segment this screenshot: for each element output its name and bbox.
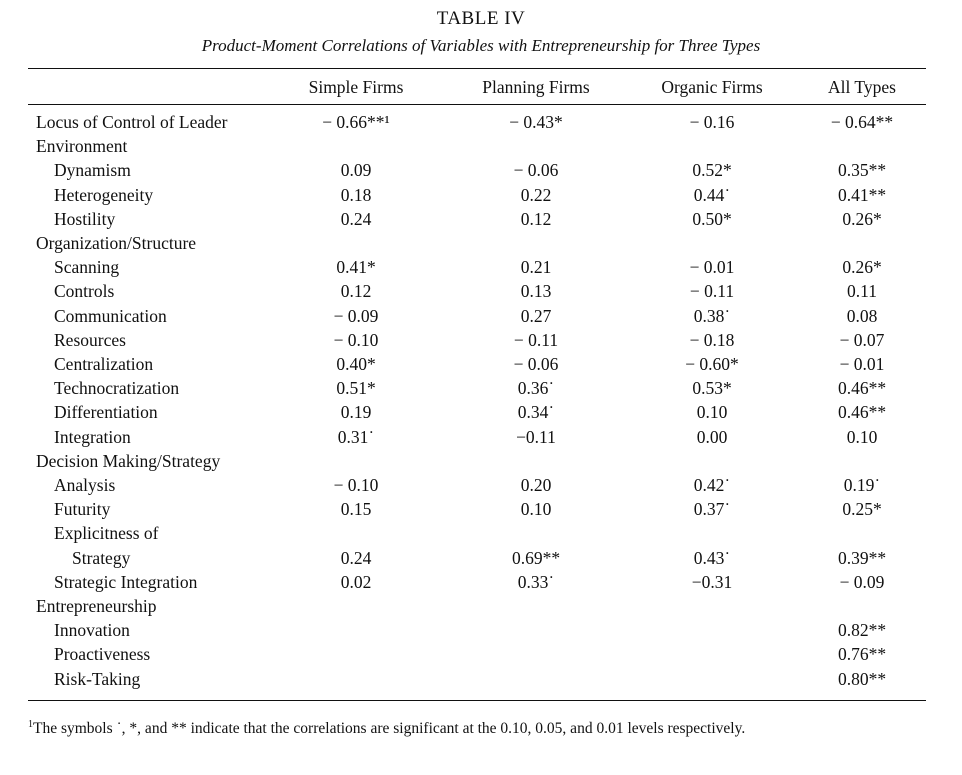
table-row: [0, 548, 962, 572]
table-subtitle: Product-Moment Correlations of Variables with Entrepreneurship for Three Types: [201, 36, 761, 55]
correlation-cell: − 0.64**: [830, 112, 894, 132]
correlation-cell: −0.11: [516, 426, 556, 447]
correlation-cell: − 0.16: [689, 112, 735, 132]
table-footnote: [28, 714, 926, 740]
table-row: [0, 330, 962, 354]
table-row: [0, 669, 962, 693]
row-label: Innovation: [54, 620, 130, 641]
correlation-cell: 0.31˙: [337, 426, 375, 447]
correlation-cell: 0.50*: [692, 208, 732, 229]
correlation-cell: − 0.06: [513, 354, 559, 374]
table-row: [0, 209, 962, 233]
correlation-cell: 0.36˙: [517, 378, 555, 399]
correlation-cell: 0.41*: [336, 257, 376, 278]
correlation-cell: 0.13: [520, 281, 552, 302]
correlation-cell: − 0.10: [333, 475, 379, 495]
correlation-cell: − 0.18: [689, 329, 735, 350]
table-row: [0, 112, 962, 136]
correlation-cell: 0.39**: [837, 547, 887, 568]
correlation-cell: 0.12: [520, 208, 552, 229]
bottom-rule: [28, 700, 926, 701]
correlation-cell: 0.20: [520, 475, 552, 495]
correlation-cell: 0.46**: [837, 402, 887, 423]
row-label: Centralization: [54, 354, 154, 374]
table-row: [0, 596, 962, 620]
correlation-cell: 0.43˙: [693, 547, 731, 568]
correlation-cell: −0.31: [691, 571, 733, 592]
row-label: Proactiveness: [54, 644, 151, 665]
row-label: Analysis: [54, 475, 116, 495]
correlation-cell: 0.52*: [692, 160, 732, 181]
correlation-cell: 0.27: [520, 305, 552, 326]
correlation-cell: 0.46**: [837, 378, 887, 399]
row-label: Risk-Taking: [54, 668, 141, 689]
table-row: [0, 257, 962, 281]
row-label: Dynamism: [54, 160, 131, 181]
correlation-cell: 0.51*: [336, 378, 376, 399]
correlation-cell: 0.40*: [336, 354, 376, 374]
correlation-cell: 0.82**: [837, 620, 887, 641]
correlation-cell: − 0.66**¹: [322, 112, 390, 132]
correlation-cell: 0.12: [340, 281, 372, 302]
correlation-cell: 0.44˙: [693, 184, 731, 205]
table-row: [0, 136, 962, 160]
correlation-cell: 0.18: [340, 184, 372, 205]
correlation-cell: 0.21: [520, 257, 552, 278]
row-label: Decision Making/Strategy: [36, 450, 221, 471]
correlation-cell: − 0.01: [689, 257, 735, 278]
correlation-cell: 0.41**: [837, 184, 887, 205]
correlation-cell: 0.33˙: [517, 571, 555, 592]
correlation-cell: 0.00: [696, 426, 728, 447]
table-row: [0, 402, 962, 426]
correlation-cell: 0.35**: [837, 160, 887, 181]
row-label: Differentiation: [54, 402, 158, 423]
correlation-cell: − 0.09: [839, 571, 885, 592]
table-row: [0, 620, 962, 644]
table-row: [0, 451, 962, 475]
table-row: [0, 378, 962, 402]
correlation-cell: 0.37˙: [693, 499, 731, 520]
correlation-cell: 0.80**: [837, 668, 887, 689]
row-label: Environment: [36, 136, 128, 157]
correlation-cell: 0.53*: [692, 378, 732, 399]
correlation-cell: 0.26*: [842, 208, 882, 229]
table-row: [0, 185, 962, 209]
correlation-cell: 0.76**: [837, 644, 887, 665]
correlation-cell: − 0.01: [839, 354, 885, 374]
correlation-cell: 0.02: [340, 571, 372, 592]
table-row: [0, 354, 962, 378]
column-header-all-types: All Types: [828, 77, 896, 97]
table-row: [0, 644, 962, 668]
correlation-cell: 0.24: [340, 208, 372, 229]
table-row: [0, 160, 962, 184]
row-label: Explicitness of: [54, 523, 159, 544]
top-rule: [28, 68, 926, 69]
row-label: Entrepreneurship: [36, 596, 157, 616]
table-row: [0, 572, 962, 596]
row-label: Communication: [54, 305, 167, 326]
correlation-cell: − 0.11: [513, 329, 559, 350]
row-label: Resources: [54, 329, 126, 350]
table-row: [0, 499, 962, 523]
correlation-cell: − 0.09: [333, 305, 379, 326]
row-label: Technocratization: [54, 378, 180, 399]
correlation-cell: 0.22: [520, 184, 552, 205]
correlation-cell: 0.10: [846, 426, 878, 447]
correlation-cell: − 0.06: [513, 160, 559, 181]
correlation-cell: − 0.43*: [509, 112, 563, 132]
correlation-cell: 0.24: [340, 547, 372, 568]
correlation-cell: 0.11: [847, 281, 877, 302]
row-label: Futurity: [54, 499, 111, 520]
row-label: Strategy: [72, 547, 131, 568]
row-label: Heterogeneity: [54, 184, 154, 205]
correlation-cell: 0.15: [340, 499, 372, 520]
row-label: Integration: [54, 426, 131, 447]
row-label: Scanning: [54, 257, 120, 278]
table-title: TABLE IV: [436, 8, 526, 29]
header-rule: [28, 104, 926, 105]
correlation-cell: 0.42˙: [693, 475, 731, 495]
correlation-cell: 0.10: [696, 402, 728, 423]
footnote-marker: 1: [28, 719, 33, 730]
correlation-cell: 0.38˙: [693, 305, 731, 326]
row-label: Controls: [54, 281, 115, 302]
correlation-cell: 0.08: [846, 305, 878, 326]
column-header-simple-firms: Simple Firms: [308, 77, 404, 97]
table-row: [0, 523, 962, 547]
table-row: [0, 475, 962, 499]
correlation-cell: 0.26*: [842, 257, 882, 278]
table-row: [0, 427, 962, 451]
correlation-cell: − 0.10: [333, 329, 379, 350]
row-label: Organization/Structure: [36, 233, 197, 253]
correlation-cell: − 0.60*: [685, 354, 739, 374]
table-row: [0, 233, 962, 257]
correlation-cell: 0.10: [520, 499, 552, 520]
row-label: Hostility: [54, 208, 116, 229]
footnote-text: The symbols ˙, *, and ** indicate that the correlations are significant at the 0.10, 0.05, and 0.01 levels respectively.: [33, 720, 746, 738]
column-header-organic-firms: Organic Firms: [661, 77, 763, 97]
column-header-planning-firms: Planning Firms: [482, 77, 590, 97]
correlation-cell: 0.09: [340, 160, 372, 181]
row-label: Locus of Control of Leader: [36, 112, 228, 132]
correlation-cell: 0.34˙: [517, 402, 555, 423]
correlation-cell: 0.19: [340, 402, 372, 423]
correlation-cell: 0.69**: [511, 547, 561, 568]
correlation-cell: − 0.11: [689, 281, 735, 302]
row-label: Strategic Integration: [54, 571, 198, 592]
correlation-cell: − 0.07: [839, 329, 885, 350]
correlation-cell: 0.19˙: [843, 475, 881, 495]
table-row: [0, 306, 962, 330]
correlation-cell: 0.25*: [842, 499, 882, 520]
table-row: [0, 281, 962, 305]
